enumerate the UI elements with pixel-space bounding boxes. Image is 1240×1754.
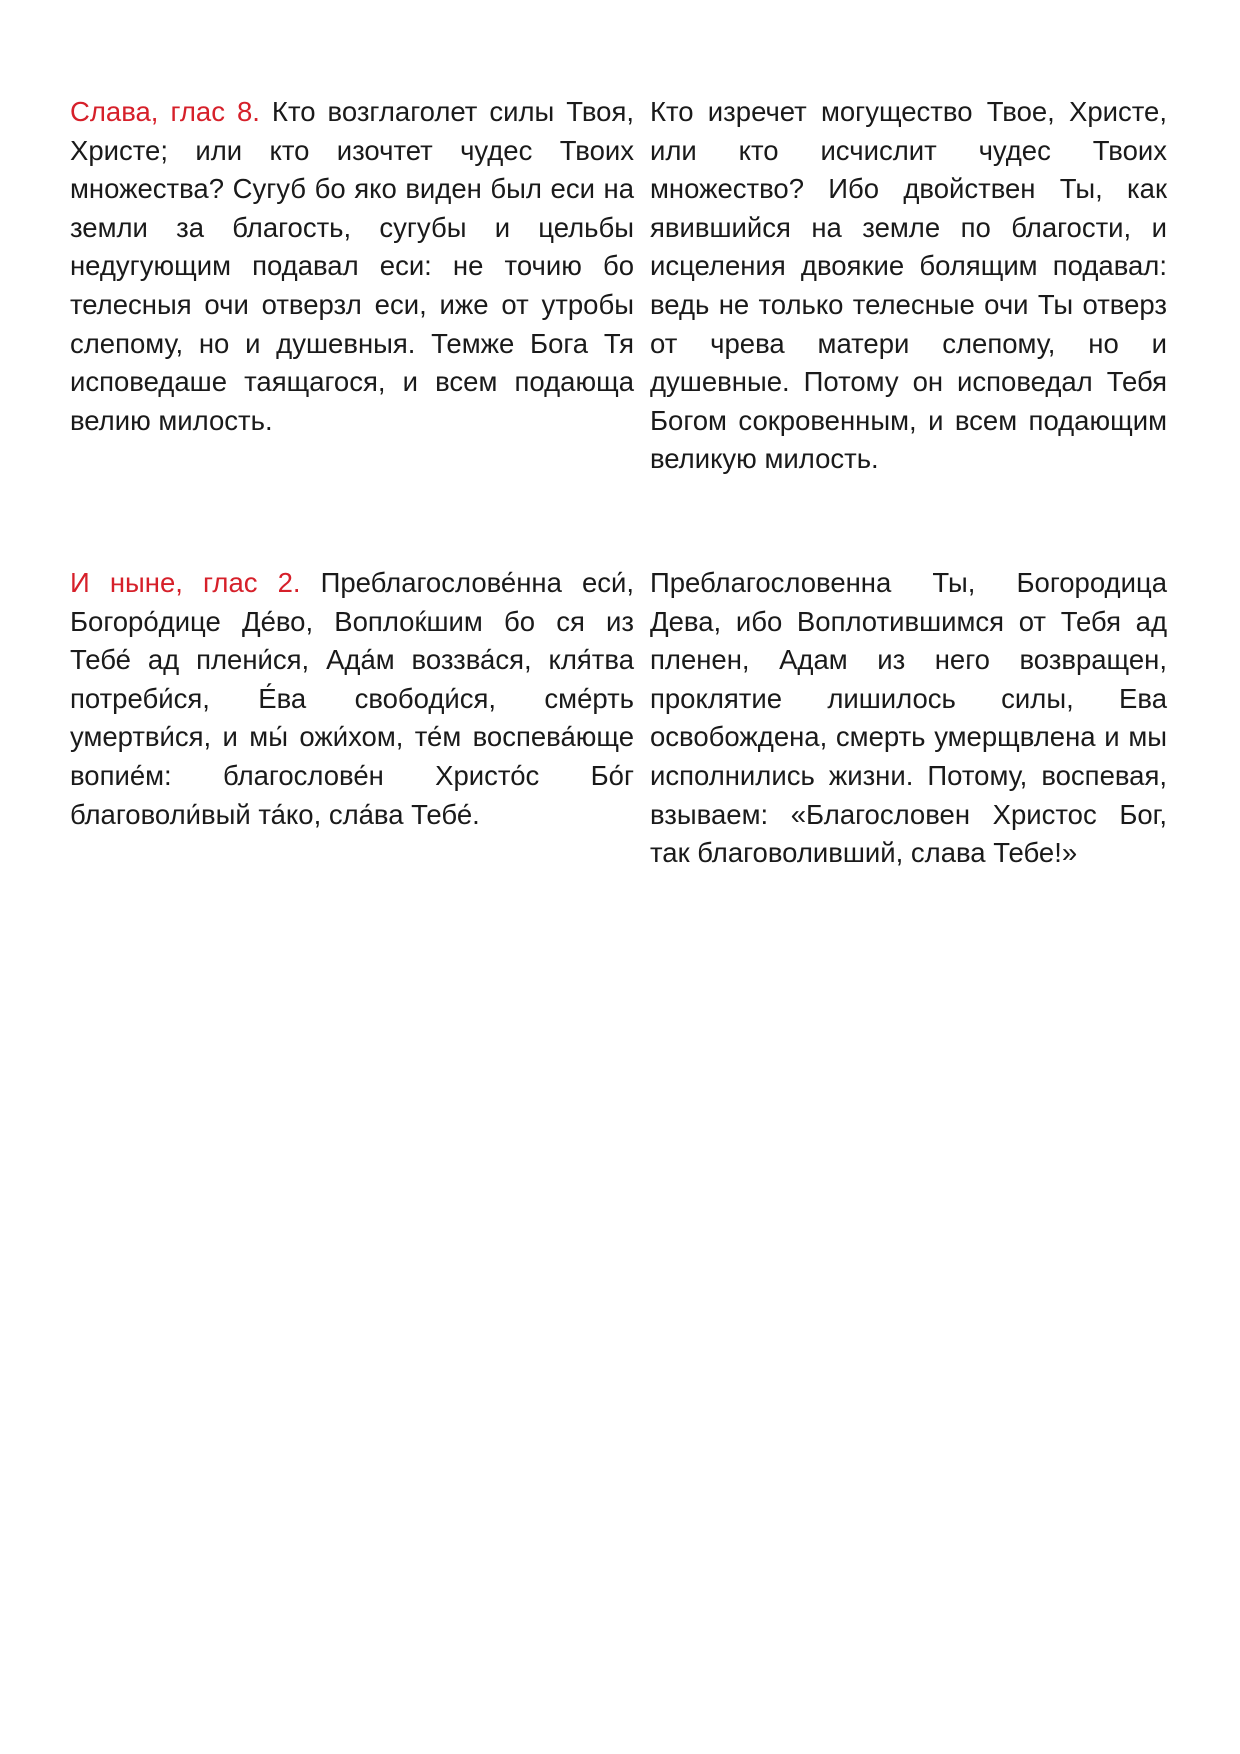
- slavonic-body-slava: Кто возглаголет силы Твоя, Христе; или кто изочтет чудес Твоих множества? Сугуб бо яко виден был еси на земли за благость, сугубы и цельбы недугующим подавал еси: не точию бо телесныя очи отверзл еси, иже от утробы слепому, но и душевныя. Темже Бога Тя исповедаше таящагося, и всем подающа велию милость.: [70, 96, 635, 436]
- rubric-slava: Слава, глас 8.: [70, 96, 260, 127]
- russian-text-slava: Кто изречет могущество Твое, Христе, или кто исчислит чудес Твоих множество? Ибо двойствен Ты, как явившийся на земле по благости, и исцеления двоякие болящим подавал: ведь не только телесные очи Ты отверз от чрева матери слепому, но и душевные. Потому он исповедал Тебя Богом сокровенным, и всем подающим великую милость.: [650, 96, 1167, 475]
- hymn-block-i-nyne: [70, 564, 1167, 873]
- slavonic-text-i-nyne: [70, 564, 634, 873]
- slavonic-text-slava: [70, 93, 634, 479]
- hymn-block-slava: [70, 93, 1167, 479]
- russian-text-i-nyne: Преблагословенна Ты, Богородица Дева, ибо Воплотившимся от Тебя ад пленен, Адам из него возвращен, проклятие лишилось силы, Ева освобождена, смерть умерщвлена и мы исполнились жизни. Потому, воспевая, взываем: «Благословен Христос Бог, так благоволивший, слава Тебе!»: [650, 567, 1167, 869]
- slavonic-body-i-nyne: Преблагослове́нна еси́, Богоро́дице Де́во, Воплоќшим бо ся из Тебе́ ад плени́ся, Ада́м воззва́ся, кля́тва потреби́ся, Е́ва свободи́ся, сме́рть умертви́ся, и мы́ ожи́хом, те́м воспева́юще вопие́м: благослове́н Христо́с Бо́г благоволи́вый та́ко, сла́ва Тебе́.: [70, 567, 634, 830]
- rubric-i-nyne: И ныне, глас 2.: [70, 567, 301, 598]
